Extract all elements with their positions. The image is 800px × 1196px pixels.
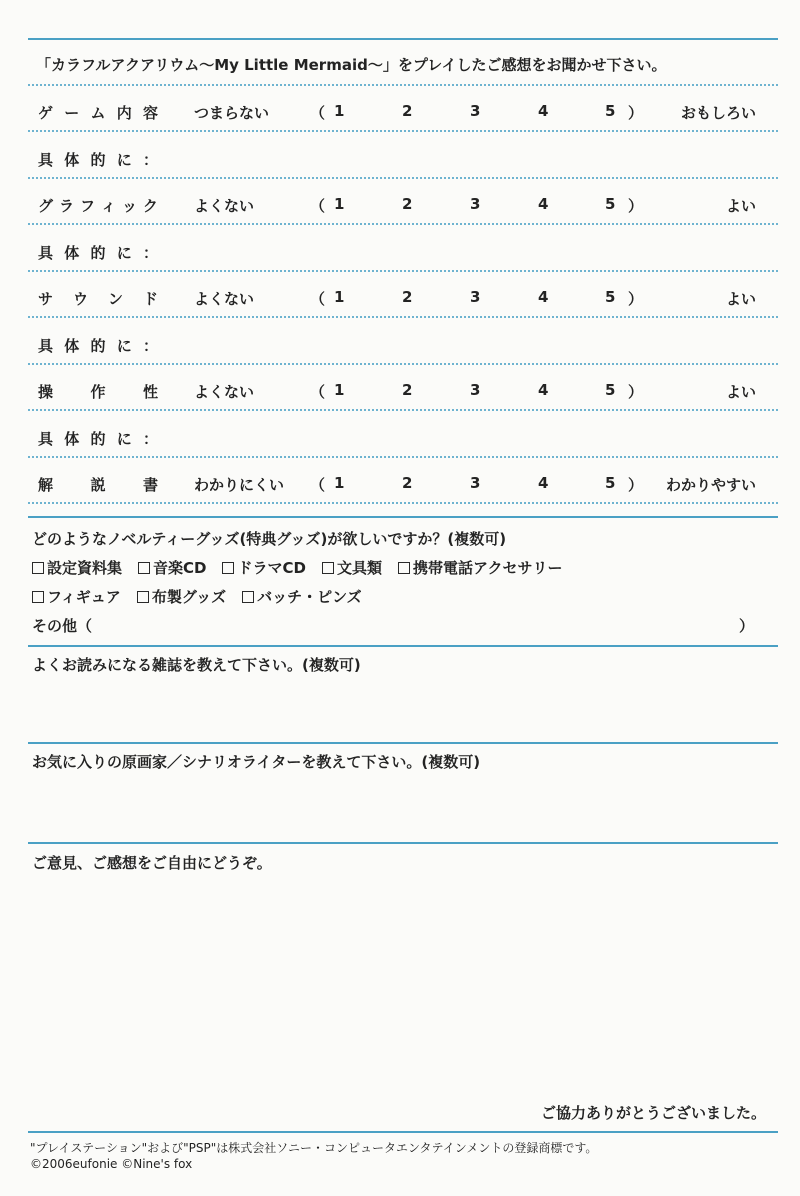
rating-low-label: よくない (194, 197, 255, 215)
scale-option-1[interactable]: 1 (334, 102, 345, 120)
option-label: フィギュア (47, 588, 121, 606)
scale-option-4[interactable]: 4 (538, 102, 549, 120)
option-setting-materials[interactable] (32, 557, 122, 578)
novelty-question: どのようなノベルティーグッズ(特典グッズ)が欲しいですか？(複数可) (32, 530, 507, 548)
rating-row-sound (38, 288, 756, 312)
dotted-rule (28, 84, 778, 86)
scale-option-3[interactable]: 3 (470, 381, 481, 399)
novelty-options-row-1 (32, 557, 579, 578)
rating-row-game-content (38, 102, 756, 126)
scale-open: （ (310, 383, 326, 401)
rating-high-label: よい (725, 197, 756, 215)
dotted-rule (28, 223, 778, 225)
scale-option-1[interactable]: 1 (334, 195, 345, 213)
rule-top (28, 38, 778, 40)
dotted-rule (28, 502, 778, 504)
option-cloth-goods[interactable] (137, 586, 226, 607)
option-label: 携帯電話アクセサリー (412, 559, 563, 577)
scale-option-2[interactable]: 2 (402, 381, 413, 399)
option-figure[interactable] (32, 586, 121, 607)
checkbox[interactable] (222, 562, 234, 574)
scale-option-3[interactable]: 3 (470, 474, 481, 492)
rating-high-label: よい (725, 383, 756, 401)
rating-low-label: よくない (194, 290, 255, 308)
option-label: バッチ・ピンズ (257, 588, 362, 606)
scale-option-5[interactable]: 5 (605, 288, 616, 306)
comments-question: ご意見、ご感想をご自由にどうぞ。 (32, 854, 272, 872)
scale-close: ） (628, 383, 644, 401)
rule-novelty (28, 516, 778, 518)
scale-option-4[interactable]: 4 (538, 195, 549, 213)
rule-magazines (28, 645, 778, 647)
rating-label: ゲ ー ム 内 容 (38, 104, 158, 122)
footer-copyright: ©2006eufonie ©Nine's fox (30, 1157, 193, 1171)
novelty-options-row-2 (32, 586, 378, 607)
rating-high-label: よい (725, 290, 756, 308)
scale-option-1[interactable]: 1 (334, 288, 345, 306)
option-label: 音楽CD (153, 559, 207, 577)
scale-option-4[interactable]: 4 (538, 381, 549, 399)
scale-option-5[interactable]: 5 (605, 474, 616, 492)
magazines-question: よくお読みになる雑誌を教えて下さい。(複数可) (32, 656, 361, 674)
rating-label: 操 作 性 (38, 383, 158, 401)
specific-label: 具 体 的 に ： (38, 151, 158, 169)
scale-option-2[interactable]: 2 (402, 195, 413, 213)
scale-option-2[interactable]: 2 (402, 102, 413, 120)
scale-option-1[interactable]: 1 (334, 474, 345, 492)
dotted-rule (28, 177, 778, 179)
specific-label: 具 体 的 に ： (38, 430, 158, 448)
scale-close: ） (628, 290, 644, 308)
scale-option-3[interactable]: 3 (470, 195, 481, 213)
scale-close: ） (628, 197, 644, 215)
dotted-rule (28, 409, 778, 411)
rating-low-label: よくない (194, 383, 255, 401)
rating-label: 解 説 書 (38, 476, 158, 494)
thanks-message: ご協力ありがとうございました。 (540, 1104, 766, 1122)
specific-label: 具 体 的 に ： (38, 244, 158, 262)
scale-close: ） (628, 104, 644, 122)
option-phone-accessory[interactable] (398, 557, 563, 578)
artists-question: お気に入りの原画家／シナリオライターを教えて下さい。(複数可) (32, 753, 481, 771)
rating-high-label: わかりやすい (665, 476, 756, 494)
scale-option-5[interactable]: 5 (605, 195, 616, 213)
option-label: 設定資料集 (47, 559, 123, 577)
dotted-rule (28, 456, 778, 458)
option-label: ドラマCD (237, 559, 306, 577)
scale-open: （ (310, 104, 326, 122)
survey-title: 「カラフルアクアリウム〜My Little Mermaid〜」をプレイしたご感想をお聞かせ下さい。 (36, 56, 667, 74)
scale-open: （ (310, 290, 326, 308)
rating-high-label: おもしろい (680, 104, 756, 122)
dotted-rule (28, 363, 778, 365)
rating-label: グ ラ フ ィ ッ ク (38, 197, 158, 215)
dotted-rule (28, 130, 778, 132)
checkbox[interactable] (138, 562, 150, 574)
dotted-rule (28, 270, 778, 272)
rating-row-controls (38, 381, 756, 405)
rating-label: サ ウ ン ド (38, 290, 158, 308)
footer-trademark: "プレイステーション"および"PSP"は株式会社ソニー・コンピュータエンタテインメントの登録商標です。 (30, 1141, 598, 1155)
specific-label: 具 体 的 に ： (38, 337, 158, 355)
checkbox[interactable] (32, 562, 44, 574)
checkbox[interactable] (322, 562, 334, 574)
rule-bottom (28, 1131, 778, 1133)
option-music-cd[interactable] (138, 557, 206, 578)
scale-open: （ (310, 476, 326, 494)
scale-option-1[interactable]: 1 (334, 381, 345, 399)
rating-row-manual (38, 474, 756, 498)
rating-low-label: わかりにくい (194, 476, 285, 494)
novelty-other-row[interactable] (32, 615, 754, 636)
option-label: 布製グッズ (151, 588, 227, 606)
other-label: その他（ (32, 617, 93, 635)
scale-option-2[interactable]: 2 (402, 474, 413, 492)
scale-option-2[interactable]: 2 (402, 288, 413, 306)
checkbox[interactable] (242, 591, 254, 603)
option-drama-cd[interactable] (222, 557, 305, 578)
rating-row-graphics (38, 195, 756, 219)
other-close: ） (738, 617, 754, 635)
checkbox[interactable] (398, 562, 410, 574)
checkbox[interactable] (137, 591, 149, 603)
scale-option-4[interactable]: 4 (538, 288, 549, 306)
option-badge-pins[interactable] (242, 586, 362, 607)
rule-artists (28, 742, 778, 744)
scale-option-5[interactable]: 5 (605, 102, 616, 120)
scale-option-3[interactable]: 3 (470, 102, 481, 120)
scale-option-4[interactable]: 4 (538, 474, 549, 492)
checkbox[interactable] (32, 591, 44, 603)
scale-open: （ (310, 197, 326, 215)
rule-comments (28, 842, 778, 844)
scale-option-5[interactable]: 5 (605, 381, 616, 399)
option-label: 文具類 (336, 559, 382, 577)
scale-option-3[interactable]: 3 (470, 288, 481, 306)
option-stationery[interactable] (322, 557, 382, 578)
dotted-rule (28, 316, 778, 318)
rating-low-label: つまらない (194, 104, 270, 122)
scale-close: ） (628, 476, 644, 494)
